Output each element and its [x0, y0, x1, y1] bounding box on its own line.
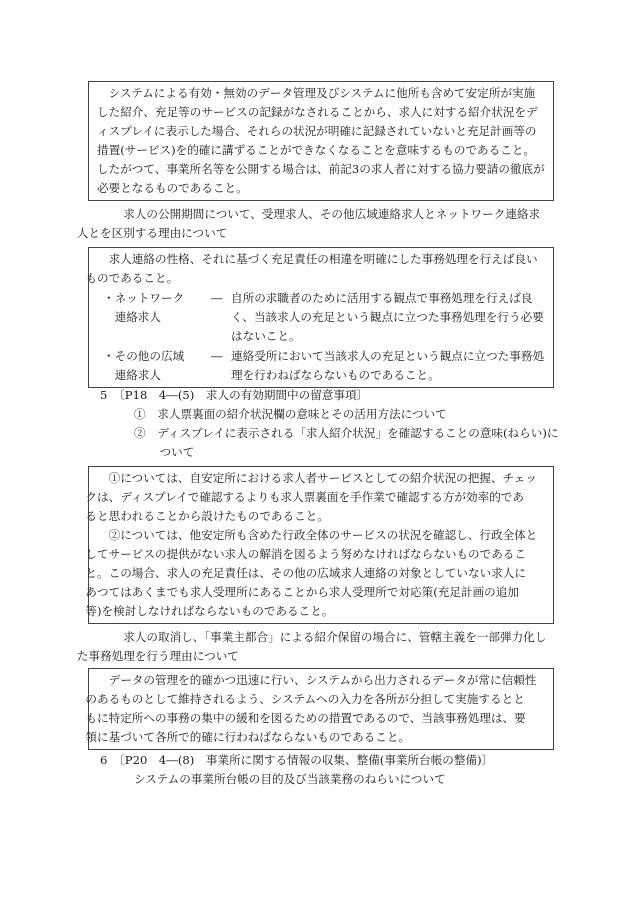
text-line: と。この場合、求人の充足責任は、その他の広域求人連絡の対象としていない求人に — [85, 566, 526, 580]
answer-box-2 — [85, 247, 554, 388]
section-6-subtitle: システムの事業所台帳の目的及び当該業務のねらいについて — [134, 772, 446, 786]
text-line: ものであること。 — [85, 271, 179, 285]
text-line: ①については、自安定所における求人者サービスとしての紹介状況の把握、チェッ — [108, 471, 537, 485]
bullet-label — [103, 347, 207, 385]
answer-2-intro — [85, 250, 545, 288]
bullet-text — [231, 347, 545, 385]
text-line: 求人の公開期間について、受理求人、その他広域連絡求人とネットワーク連絡求 — [123, 207, 541, 221]
bullet-label — [103, 289, 207, 327]
text-line: 人とを区別する理由について — [76, 226, 228, 240]
answer-box-1 — [88, 81, 554, 201]
label-line: ・その他の広域 — [103, 349, 185, 363]
text-line: 等)を検討しなければならないものであること。 — [85, 604, 334, 618]
question-2 — [76, 628, 554, 666]
text-line: 求人の取消し、「事業主都合」による紹介保留の場合に、管轄主義を一部弾力化し — [123, 630, 547, 644]
text-line: 必要となるものであること。 — [97, 181, 248, 195]
text-line: ②については、他安定所も含めた行政全体のサービスの状況を確認し、行政全体と — [108, 528, 538, 542]
bullet-other-wide — [97, 347, 545, 385]
label-line: 連絡求人 — [114, 310, 161, 324]
text-line: 措置(サービス)を的確に講ずることができなくなることを意味するものであること。 — [97, 143, 536, 157]
text-line: はないこと。 — [231, 329, 301, 343]
text-line: のあるものとして維持されるよう、システムへの入力を各所が分担して実施するとと — [85, 692, 525, 706]
section-6-heading: 6 〔P20 4―(8) 事業所に関する情報の収集、整備(事業所台帳の整備)〕 — [100, 753, 494, 767]
answer-box-4 — [85, 668, 554, 750]
text-line: あつてはあくまでも求人受理所にあることから求人受理所で対応策(充足計画の追加 — [85, 585, 519, 599]
text-line: クは、ディスプレイで確認するよりも求人票裏面を手作業で確認する方が効率的であ — [85, 490, 524, 504]
text-line: もに特定所への事務の集中の緩和を図るための措置であるので、当該事務処理は、要 — [85, 711, 526, 725]
text-line: ② ディスプレイに表示される「求人紹介状況」を確認することの意味(ねらい)に — [134, 426, 559, 440]
question-1 — [76, 205, 554, 243]
text-line: 求人連絡の性格、それに基づく充足責任の相違を明確にした事務処理を行えば良い — [108, 252, 538, 266]
text-line: した紹介、充足等のサービスの記録がなされることから、求人に対する紹介状況をデ — [97, 105, 538, 119]
dash-separator: ― — [211, 291, 223, 305]
dash-separator: ― — [211, 349, 223, 363]
text-line: 理を行わねばならないものであること。 — [231, 368, 440, 382]
text-line: 自所の求職者のために活用する観点で事務処理を行えば良 — [231, 291, 533, 305]
answer-1-paragraph — [97, 84, 545, 198]
label-line: 連絡求人 — [114, 368, 161, 382]
answer-box-3 — [85, 466, 554, 624]
text-line: た事務処理を行う理由について — [76, 649, 239, 663]
text-line: 領に基づいて各所で的確に行わねばならないものであること。 — [85, 730, 411, 744]
text-line: データの管理を的確かつ迅速に行い、システムから出力されるデータが常に信頼性 — [108, 673, 537, 687]
text-line: システムによる有効・無効のデータ管理及びシステムに他所も含めて安定所が実施 — [108, 86, 536, 100]
text-line: く、当該求人の充足という観点に立つた事務処理を行う必要 — [231, 310, 544, 324]
answer-4-paragraph — [85, 671, 545, 747]
label-line: ・ネットワーク — [103, 291, 185, 305]
text-line: ると思われることから設けたものであること。 — [85, 509, 329, 523]
section-5-item-1 — [134, 405, 580, 424]
section-5-heading: 5 〔P18 4―(5) 求人の有効期間中の留意事項〕 — [100, 388, 369, 402]
text-line: してサービスの提供がない求人の解消を図るよう努めなければならないものであるこ — [85, 547, 526, 561]
bullet-network — [97, 289, 545, 346]
text-line: ついて — [159, 445, 195, 459]
text-line: ① 求人票裏面の紹介状況欄の意味とその活用方法について — [134, 407, 447, 421]
answer-3-paragraph-2 — [85, 526, 545, 621]
answer-3-paragraph-1 — [85, 469, 545, 526]
section-5-item-2 — [134, 424, 580, 462]
text-line: ィスプレイに表示した場合、それらの状況が明確に記録されていないと充足計画等の — [97, 124, 537, 138]
bullet-text — [231, 289, 545, 346]
text-line: したがつて、事業所名等を公開する場合は、前記3の求人者に対する協力要請の徹底が — [97, 162, 545, 176]
text-line: 連絡受所において当該求人の充足という観点に立つた事務処 — [231, 349, 545, 363]
